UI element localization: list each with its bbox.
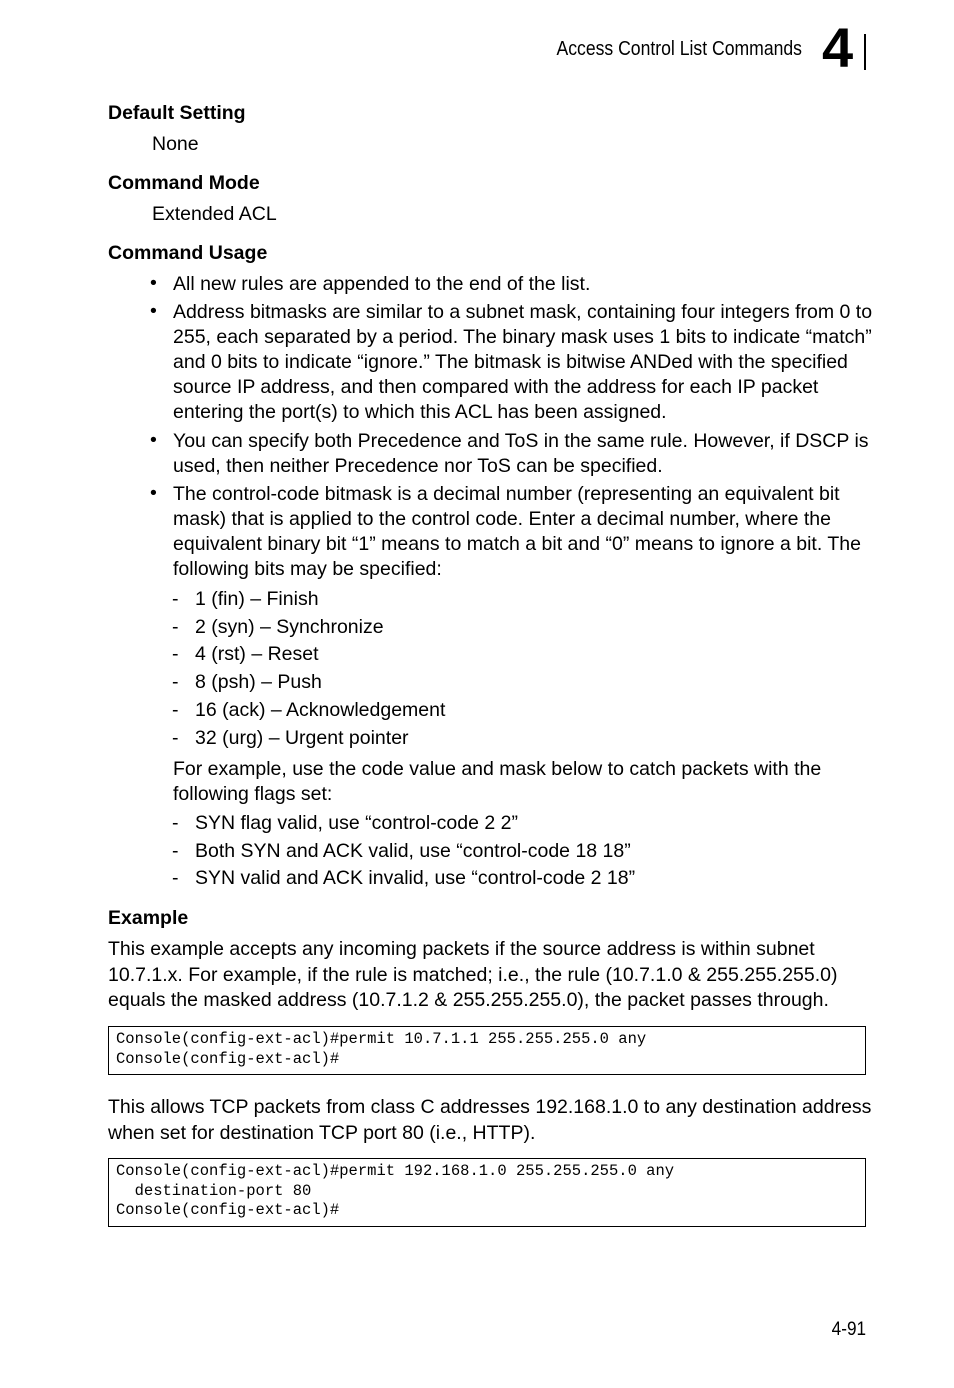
dash-marker: - <box>172 616 179 638</box>
usage-bullet-3: You can specify both Precedence and ToS in the same rule. However, if DSCP is used, then neither Precedence nor ToS can be specified. <box>173 430 869 477</box>
bit-item: 8 (psh) – Push <box>195 671 322 693</box>
bit-item: 32 (urg) – Urgent pointer <box>195 727 409 749</box>
flag-example-item: SYN valid and ACK invalid, use “control-code 2 18” <box>195 867 636 889</box>
dash-marker: - <box>172 671 179 693</box>
dash-marker: - <box>172 699 179 721</box>
code-block-2: Console(config-ext-acl)#permit 192.168.1.0 255.255.255.0 any destination-port 80 Console(config-ext-acl)# <box>108 1158 866 1227</box>
page-number: 4-91 <box>831 1318 866 1340</box>
command-mode-heading: Command Mode <box>108 172 260 194</box>
flag-example-item: SYN flag valid, use “control-code 2 2” <box>195 812 518 834</box>
default-setting-heading: Default Setting <box>108 102 246 124</box>
dash-marker: - <box>172 867 179 889</box>
running-header-title: Access Control List Commands <box>556 38 802 60</box>
bullet-marker: • <box>150 272 157 294</box>
usage-bullet-4: The control-code bitmask is a decimal number (representing an equivalent bit mask) that is applied to the control code. Enter a decimal number, where the equivalent binary bit “1” means to match a bit and “0” means to ignore a bit. The following bits may be specified: <box>173 483 861 580</box>
usage-bullet-1: All new rules are appended to the end of the list. <box>173 273 591 295</box>
code-block-1: Console(config-ext-acl)#permit 10.7.1.1 255.255.255.0 any Console(config-ext-acl)# <box>108 1026 866 1075</box>
bullet-marker: • <box>150 429 157 451</box>
command-usage-heading: Command Usage <box>108 242 268 264</box>
flag-example-item: Both SYN and ACK valid, use “control-code 18 18” <box>195 840 631 862</box>
command-mode-value: Extended ACL <box>152 203 277 225</box>
dash-marker: - <box>172 727 179 749</box>
bullet-marker: • <box>150 482 157 504</box>
default-setting-value: None <box>152 133 199 155</box>
bit-item: 1 (fin) – Finish <box>195 588 319 610</box>
chapter-number: 4 <box>822 16 854 79</box>
example-paragraph-1: This example accepts any incoming packets if the source address is within subnet 10.7.1.x. For example, if the rule is matched; i.e., the rule (10.7.1.0 & 255.255.255.0) equals the masked address (10.7.1.2 & 255.255.255.0), the packet passes through. <box>108 938 838 1011</box>
example-paragraph-2: This allows TCP packets from class C addresses 192.168.1.0 to any destination address when set for destination TCP port 80 (i.e., HTTP). <box>108 1096 872 1144</box>
header-divider <box>864 34 866 70</box>
dash-marker: - <box>172 812 179 834</box>
dash-marker: - <box>172 643 179 665</box>
bit-item: 16 (ack) – Acknowledgement <box>195 699 446 721</box>
bit-item: 4 (rst) – Reset <box>195 643 319 665</box>
bit-item: 2 (syn) – Synchronize <box>195 616 384 638</box>
bullet-marker: • <box>150 300 157 322</box>
dash-marker: - <box>172 588 179 610</box>
flags-example-intro: For example, use the code value and mask below to catch packets with the following flags set: <box>173 758 822 805</box>
example-heading: Example <box>108 907 189 929</box>
dash-marker: - <box>172 840 179 862</box>
usage-bullet-2: Address bitmasks are similar to a subnet mask, containing four integers from 0 to 255, each separated by a period. The binary mask uses 1 bits to indicate “match” and 0 bits to indicate “ignore.” The bitmask is bitwise ANDed with the specified source IP address, and then compared with the address for each IP packet entering the port(s) to which this ACL has been assigned. <box>173 301 873 423</box>
